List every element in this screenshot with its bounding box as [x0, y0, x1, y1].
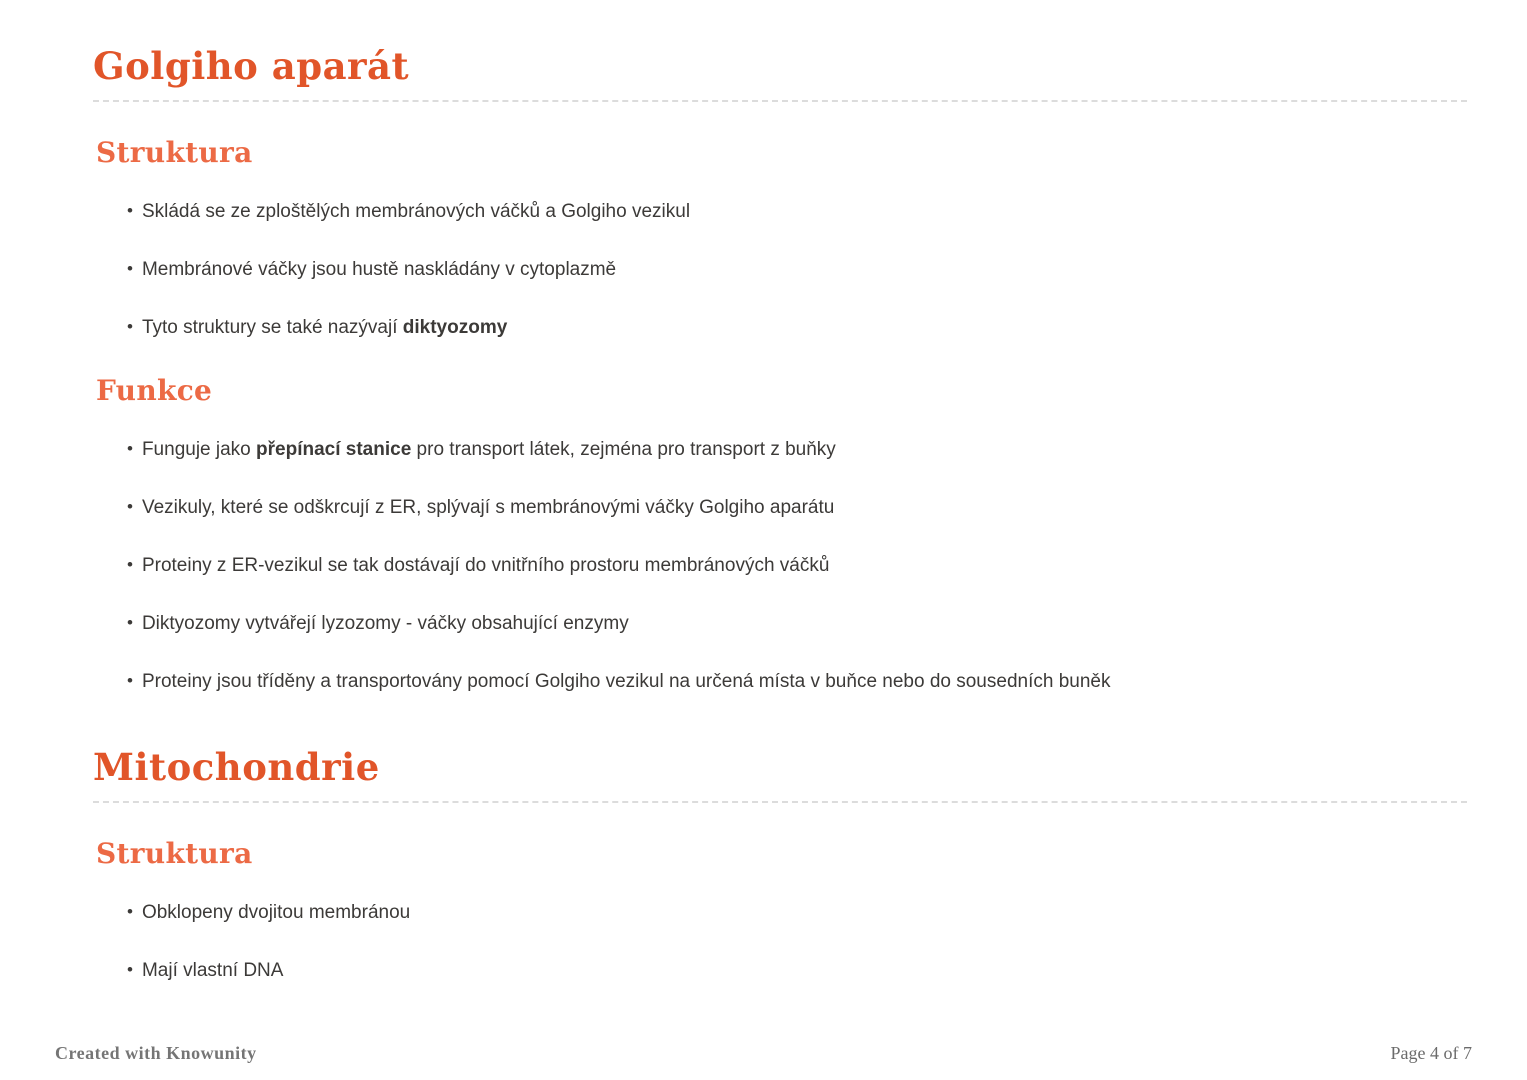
bullet-item	[127, 611, 1467, 636]
bullet-marker: •	[127, 259, 133, 278]
bullet-text: Proteiny jsou tříděny a transportovány pomocí Golgiho vezikul na určená místa v buňce nebo do sousedních buněk	[141, 671, 1111, 692]
bullet-list	[93, 199, 1467, 340]
bullet-text: Funguje jako	[141, 439, 257, 460]
bullet-text: Mají vlastní DNA	[141, 960, 284, 981]
bullet-list	[93, 900, 1467, 983]
bullet-item	[127, 900, 1467, 925]
section-divider	[93, 801, 1467, 803]
bullet-marker: •	[127, 555, 133, 574]
bullet-marker: •	[127, 439, 133, 458]
bullet-marker: •	[127, 613, 133, 632]
bullet-text: Proteiny z ER-vezikul se tak dostávají do vnitřního prostoru membránových váčků	[141, 555, 830, 576]
subsection-title: Struktura	[96, 837, 253, 870]
bullet-marker: •	[127, 317, 133, 336]
page-number-indicator: Page 4 of 7	[1390, 1043, 1472, 1063]
bullet-marker: •	[127, 671, 133, 690]
bullet-list	[93, 437, 1467, 694]
bullet-item	[127, 315, 1467, 340]
bullet-text: Diktyozomy vytvářejí lyzozomy - váčky obsahující enzymy	[141, 613, 629, 634]
bullet-marker: •	[127, 497, 133, 516]
bullet-text: Skládá se ze zploštělých membránových váčků a Golgiho vezikul	[141, 201, 691, 222]
created-with-label: Created with Knowunity	[55, 1043, 257, 1063]
bullet-text: Tyto struktury se také nazývají	[141, 317, 403, 338]
bullet-item	[127, 669, 1467, 694]
bullet-text: Obklopeny dvojitou membránou	[141, 902, 411, 923]
document-sections	[93, 44, 1467, 983]
bullet-marker: •	[127, 960, 133, 979]
subsection-title: Funkce	[96, 374, 213, 407]
bullet-item	[127, 495, 1467, 520]
section-divider	[93, 100, 1467, 102]
bullet-item	[127, 958, 1467, 983]
bullet-text: pro transport látek, zejména pro transport z buňky	[411, 439, 836, 460]
bullet-item	[127, 553, 1467, 578]
bullet-item	[127, 199, 1467, 224]
subsection-title: Struktura	[96, 136, 253, 169]
bullet-marker: •	[127, 902, 133, 921]
bullet-text: Membránové váčky jsou hustě naskládány v cytoplazmě	[141, 259, 617, 280]
page-footer	[55, 1043, 1472, 1064]
bullet-text-bold: přepínací stanice	[256, 439, 412, 460]
bullet-marker: •	[127, 201, 133, 220]
bullet-text-bold: diktyozomy	[402, 317, 508, 338]
section-title: Golgiho aparát	[93, 44, 410, 88]
bullet-item	[127, 257, 1467, 282]
bullet-item	[127, 437, 1467, 462]
section-title: Mitochondrie	[93, 745, 380, 789]
bullet-text: Vezikuly, které se odškrcují z ER, splývají s membránovými váčky Golgiho aparátu	[141, 497, 835, 518]
